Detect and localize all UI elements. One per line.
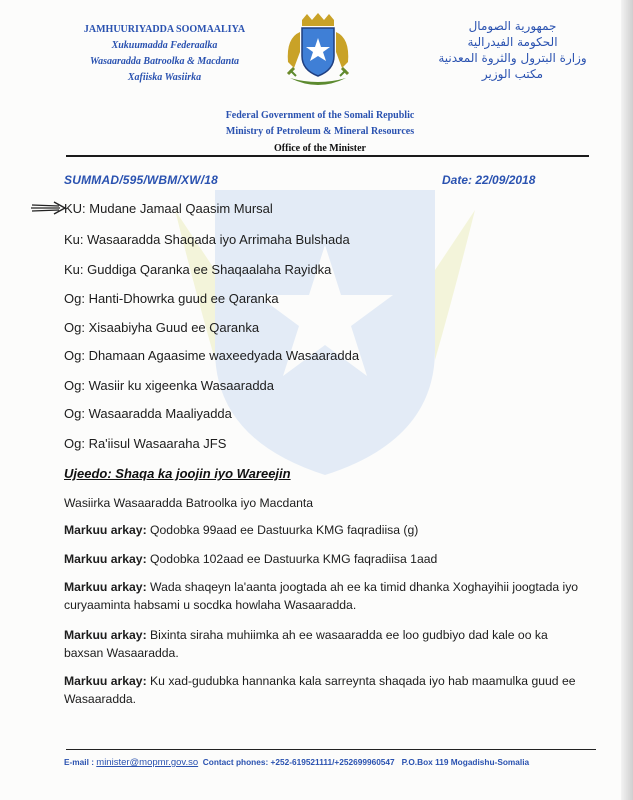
footer-po-box: P.O.Box 119 Mogadishu-Somalia xyxy=(401,757,530,767)
arrow-right-icon xyxy=(30,200,66,216)
recipient-line: Og: Wasiir ku xigeenka Wasaaradda xyxy=(64,378,275,393)
letter-date: Date: 22/09/2018 xyxy=(442,173,536,187)
consideration-text: Bixinta siraha muhiimka ah ee wasaaradda ee loo gudbiyo dad kale oo ka baxsan Wasaaradda. xyxy=(64,628,548,660)
english-header xyxy=(190,108,450,157)
header-country: JAMHUURIYADDA SOOMAALIYA xyxy=(83,24,246,35)
somalia-coat-of-arms-icon xyxy=(280,12,356,92)
consideration-label: Markuu arkay: xyxy=(64,628,147,642)
footer-contact-phones: Contact phones: +252-619521111/+252699960547 xyxy=(202,757,395,767)
arabic-header xyxy=(430,18,595,82)
footer-email-label: E-mail : xyxy=(64,757,97,767)
header-country-ar: جمهورية الصومال xyxy=(468,19,557,33)
header-ministry: Wasaaradda Batroolka & Macdanta xyxy=(90,56,239,67)
consideration-label: Markuu arkay: xyxy=(64,580,147,594)
consideration-item xyxy=(64,626,589,662)
consideration-label: Markuu arkay: xyxy=(64,523,147,537)
header-ministry-en: Ministry of Petroleum & Mineral Resources xyxy=(225,125,415,137)
reference-number: SUMMAD/595/WBM/XW/18 xyxy=(64,173,219,187)
consideration-text: Qodobka 99aad ee Dastuurka KMG faqradiisa (g) xyxy=(146,523,419,537)
somali-header xyxy=(62,22,267,86)
recipient-line: Ku: Guddiga Qaranka ee Shaqaalaha Rayidka xyxy=(64,262,332,277)
header-office: Xafiiska Wasiirka xyxy=(127,72,202,83)
header-government-en: Federal Government of the Somali Republic xyxy=(225,110,415,121)
recipient-line: Og: Hanti-Dhowrka guud ee Qaranka xyxy=(64,291,279,306)
consideration-item xyxy=(64,672,589,708)
header-ministry-ar: وزارة البترول والثروة المعدنية xyxy=(438,51,587,65)
consideration-text: Qodobka 102aad ee Dastuurka KMG faqradiisa 1aad xyxy=(146,552,438,566)
subject-line: Ujeedo: Shaqa ka joojin iyo Wareejin xyxy=(64,466,291,481)
recipient-line: Ku: Wasaaradda Shaqada iyo Arrimaha Bulshada xyxy=(64,232,350,247)
recipient-line: KU: Mudane Jamaal Qaasim Mursal xyxy=(64,201,273,216)
recipient-line: Og: Wasaaradda Maaliyadda xyxy=(64,406,232,421)
recipient-line: Og: Ra'iisul Wasaaraha JFS xyxy=(64,436,227,451)
header-government-ar: الحكومة الفيدرالية xyxy=(467,35,558,49)
header-office-ar: مكتب الوزير xyxy=(481,67,544,81)
intro-line: Wasiirka Wasaaradda Batroolka iyo Macdanta xyxy=(64,496,314,510)
page-edge-shadow xyxy=(621,0,633,800)
header-government: Xukuumadda Federaalka xyxy=(111,40,218,51)
consideration-item xyxy=(64,521,589,539)
footer xyxy=(64,757,529,768)
consideration-label: Markuu arkay: xyxy=(64,674,147,688)
recipient-line: Og: Dhamaan Agaasime waxeedyada Wasaaradda xyxy=(64,348,360,363)
footer-email-link[interactable]: minister@mopmr.gov.so xyxy=(96,757,199,768)
crest-watermark-icon xyxy=(175,150,475,480)
consideration-label: Markuu arkay: xyxy=(64,552,147,566)
consideration-item xyxy=(64,578,589,614)
header-divider xyxy=(66,155,589,157)
recipient-line: Og: Xisaabiyha Guud ee Qaranka xyxy=(64,320,260,335)
footer-divider xyxy=(66,749,596,750)
header-office-en: Office of the Minister xyxy=(274,143,366,154)
consideration-text: Ku xad-gudubka hannanka kala sarreynta shaqada iyo hab maamulka guud ee Wasaaradda. xyxy=(64,674,576,706)
consideration-text: Wada shaqeyn la'aanta joogtada ah ee ka timid dhanka Xoghayihii joogtada iyo curyaaminta habsami u socdka howlaha Wasaaradda. xyxy=(64,580,579,612)
consideration-item xyxy=(64,550,589,568)
